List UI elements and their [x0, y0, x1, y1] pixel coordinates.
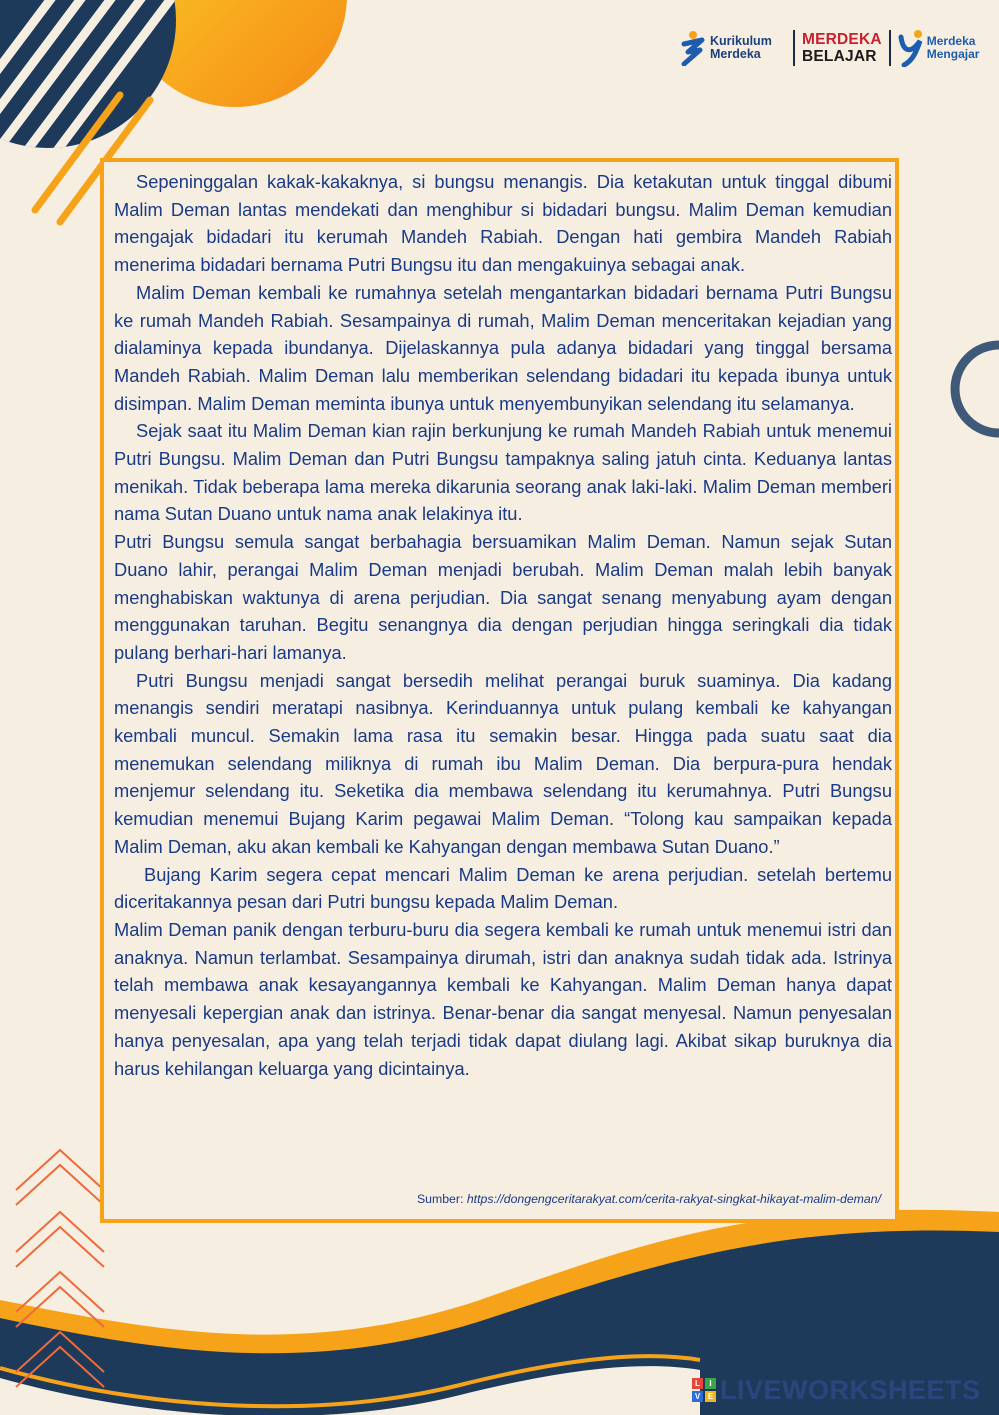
source-url[interactable]: https://dongengceritarakyat.com/cerita-rakyat-singkat-hikayat-malim-deman/	[466, 1192, 881, 1206]
kurikulum-text-2: Merdeka	[710, 47, 761, 61]
kurikulum-figure-icon	[680, 30, 706, 66]
logo-divider-2	[889, 30, 891, 66]
kurikulum-merdeka-logo	[680, 30, 786, 66]
liveworksheets-text: LIVEWORKSHEETS	[720, 1374, 981, 1405]
merdeka-text: MERDEKA	[802, 31, 882, 48]
source-label: Sumber:	[416, 1192, 467, 1206]
paragraph-4: Putri Bungsu semula sangat berbahagia bersuamikan Malim Deman. Namun sejak Sutan Duano lahir, perangai Malim Deman menjadi berubah. Malim Deman malah lebih banyak menghabiskan waktunya di arena perjudian. Dia sangat senang menyabung ayam dengan menggunakan taruhan. Begitu senangnya dia dengan perjudian hingga seringkali dia tidak pulang berhari-hari lamanya.	[114, 531, 892, 663]
paragraph-3: Sejak saat itu Malim Deman kian rajin berkunjung ke rumah Mandeh Rabiah untuk menemui Putri Bungsu. Malim Deman dan Putri Bungsu tampaknya saling jatuh cinta. Keduanya lantas menikah. Tidak beberapa lama mereka dikarunia seorang anak laki-laki. Malim Deman memberi nama Sutan Duano untuk nama anak lelakinya itu.	[114, 420, 892, 525]
belajar-text: BELAJAR	[802, 48, 877, 65]
paragraph-7: Malim Deman panik dengan terburu-buru dia segera kembali ke rumah untuk menemui istri dan anaknya. Namun terlambat. Sesampainya dirumah, istri dan anaknya sudah tidak ada. Istrinya telah membawa anak kesayangannya kembali ke Kahyangan. Malim Deman hanya dapat menyesali kepergian anak dan istrinya. Benar-benar dia sangat menyesal. Namun penyesalan hanya penyesalan, apa yang telah terjadi tidak dapat diulang lagi. Akibat sikap buruknya dia harus kehilangan keluarga yang dicintainya.	[114, 918, 892, 1079]
lw-letter-i: I	[705, 1378, 716, 1389]
lw-letter-e: E	[705, 1391, 716, 1402]
merdeka-mengajar-logo	[898, 29, 980, 67]
merdeka-belajar-logo	[802, 31, 882, 65]
paragraph-6: Bujang Karim segera cepat mencari Malim Deman ke arena perjudian. setelah bertemu diceritakannya pesan dari Putri bungsu kepada Malim Deman.	[114, 863, 892, 913]
right-arc	[955, 345, 999, 433]
paragraph-2: Malim Deman kembali ke rumahnya setelah mengantarkan bidadari bernama Putri Bungsu ke rumah Mandeh Rabiah. Sesampainya di rumah, Malim Deman menceritakan kejadian yang dialaminya kepada ibundanya. Dijelaskannya pula adanya bidadari yang tinggal bersama Mandeh Rabiah. Malim Deman lalu memberikan selendang bidadari itu kepada ibunya untuk disimpan. Malim Deman meminta ibunya untuk menyembunyikan selendang itu selamanya.	[114, 281, 892, 414]
lw-letter-l: L	[692, 1378, 703, 1389]
kurikulum-text-1: Kurikulum	[710, 34, 772, 48]
logo-divider	[793, 30, 795, 66]
source-citation	[417, 1192, 881, 1206]
paragraph-5: Putri Bungsu menjadi sangat bersedih melihat perangai buruk suaminya. Dia kadang menangis sendiri meratapi nasibnya. Kerinduannya untuk pulang kembali ke kahyangan kembali muncul. Semakin lama rasa itu semakin besar. Hingga pada suatu saat dia menemukan selendang miliknya di rumah ibu Malim Deman. Dia berpura-pura hendak menjemur selendang itu. Seketika dia membawa selendang itu kerumahnya. Putri Bungsu kemudian menemui Bujang Karim pegawai Malim Deman. “Tolong kau sampaikan kepada Malim Deman, aku akan kembali ke Kahyangan dengan membawa Sutan Duano.”	[114, 669, 892, 857]
mengajar-text-2: Mengajar	[926, 47, 980, 61]
mengajar-figure-icon	[898, 29, 924, 67]
liveworksheets-watermark	[692, 1376, 981, 1404]
lw-letter-v: V	[692, 1391, 703, 1402]
mengajar-text-1: Merdeka	[926, 34, 976, 48]
story-text	[114, 168, 892, 1082]
paragraph-1: Sepeninggalan kakak-kakaknya, si bungsu menangis. Dia ketakutan untuk tinggal dibumi Malim Deman lantas mendekati dan menghibur si bidadari bungsu. Malim Deman kemudian mengajak bidadari itu kerumah Mandeh Rabiah. Dengan hati gembira Mandeh Rabiah menerima bidadari bernama Putri Bungsu itu dan mengakuinya sebagai anak.	[114, 171, 892, 276]
story-frame	[100, 158, 899, 1223]
header-logos	[680, 26, 985, 70]
liveworksheets-logo-icon	[692, 1378, 716, 1402]
